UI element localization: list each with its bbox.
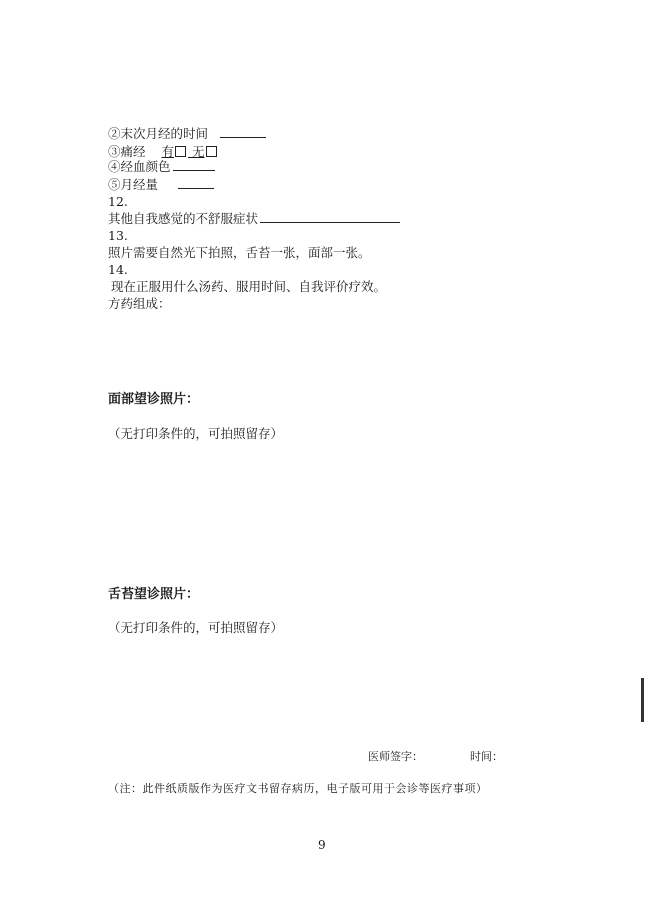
face-photo-note: （无打印条件的，可拍照留存） (108, 426, 284, 441)
scan-edge-mark (641, 678, 644, 722)
checkbox-yes[interactable] (175, 146, 186, 157)
current-medicine: 现在正服用什么汤药、服用时间、自我评价疗效。 (111, 279, 387, 294)
flow-blank (178, 176, 214, 189)
checkbox-no[interactable] (206, 146, 217, 157)
dysmenorrhea-options: 有 无 (162, 144, 219, 159)
photo-instruction: 照片需要自然光下拍照，舌苔一张，面部一张。 (108, 245, 371, 260)
footer-note: （注：此件纸质版作为医疗文书留存病历，电子版可用于会诊等医疗事项） (108, 782, 488, 795)
item-13-number: 13. (108, 228, 128, 243)
tongue-photo-note: （无打印条件的，可拍照留存） (108, 620, 284, 635)
last-period-line: ②末次月经的时间 (108, 125, 266, 143)
item-12-number: 12. (108, 194, 128, 209)
last-period-blank (220, 125, 266, 138)
item-14-number: 14. (108, 262, 128, 277)
formula-label: 方药组成： (108, 296, 171, 311)
page-number: 9 (318, 838, 326, 852)
dysmenorrhea-line: ③痛经 有 无 (108, 143, 219, 161)
other-symptoms-blank (260, 210, 400, 223)
doctor-signature-label: 医师签字： (368, 750, 423, 763)
time-label: 时间： (470, 750, 503, 763)
tongue-photo-heading: 舌苔望诊照片： (108, 587, 200, 602)
flow-line: ⑤月经量 (108, 176, 214, 194)
blood-color-line: ④经血颜色 (108, 158, 215, 176)
face-photo-heading: 面部望诊照片： (108, 392, 200, 407)
blood-color-blank (173, 158, 215, 171)
other-symptoms-line: 其他自我感觉的不舒服症状 (108, 210, 400, 228)
